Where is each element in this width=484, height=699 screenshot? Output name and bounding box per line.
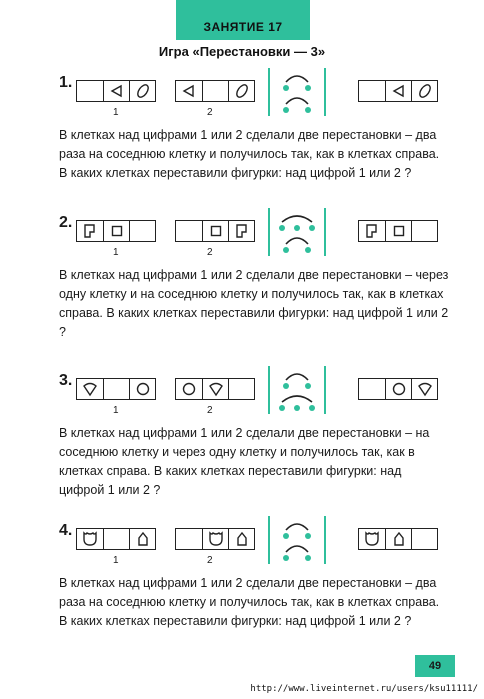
circle-icon: [129, 379, 155, 399]
cup-icon: [202, 529, 228, 549]
strip-one: [76, 528, 156, 550]
label-two: 2: [207, 247, 213, 258]
drop-icon: [411, 379, 437, 399]
task-number: 1.: [59, 74, 73, 91]
strip-two: [175, 220, 255, 242]
triangle-left-icon: [176, 81, 202, 101]
square-icon: [103, 221, 129, 241]
empty-cell: [176, 221, 202, 241]
strip-one: [76, 378, 156, 400]
strip-two: [175, 378, 255, 400]
drop-icon: [202, 379, 228, 399]
drop-icon: [77, 379, 103, 399]
flag-icon: [228, 221, 254, 241]
strip-two: [175, 528, 255, 550]
empty-cell: [411, 529, 437, 549]
flag-icon: [77, 221, 103, 241]
strip-one: [76, 220, 156, 242]
empty-cell: [129, 221, 155, 241]
moves-diagram: [268, 68, 326, 116]
label-two: 2: [207, 107, 213, 118]
lesson-title: ЗАНЯТИЕ 17: [203, 20, 283, 34]
task-text: В клетках над цифрами 1 или 2 сделали две перестановки – на соседнюю клетку и через одну клетку и получилось так, как в клетках справа. В каких клетках переставили фигурки: над цифрой 1 или 2 ?: [59, 426, 430, 497]
house-icon: [129, 529, 155, 549]
moves-diagram: [268, 516, 326, 564]
circle-icon: [385, 379, 411, 399]
empty-cell: [228, 379, 254, 399]
cup-icon: [359, 529, 385, 549]
empty-cell: [411, 221, 437, 241]
empty-cell: [202, 81, 228, 101]
empty-cell: [359, 81, 385, 101]
task-text: В клетках над цифрами 1 или 2 сделали две перестановки – два раза на соседнюю клетку и получилось так, как в клетках справа. В каких клетках переставили фигурки: над цифрой 1 или 2 ?: [59, 128, 440, 180]
strip-one: [76, 80, 156, 102]
label-one: 1: [113, 555, 119, 566]
ellipse-icon: [411, 81, 437, 101]
strip-result: [358, 80, 438, 102]
circle-icon: [176, 379, 202, 399]
triangle-left-icon: [103, 81, 129, 101]
moves-diagram: [268, 366, 326, 414]
empty-cell: [359, 379, 385, 399]
square-icon: [385, 221, 411, 241]
label-one: 1: [113, 107, 119, 118]
game-title: Игра «Перестановки — 3»: [158, 44, 326, 59]
ellipse-icon: [129, 81, 155, 101]
empty-cell: [176, 529, 202, 549]
strip-result: [358, 528, 438, 550]
moves-diagram: [268, 208, 326, 256]
task-text: В клетках над цифрами 1 или 2 сделали две перестановки – через одну клетку и на соседнюю клетку и получилось так, как в клетках справа. В каких клетках переставили фигурки: над цифрой 1 или 2 ?: [59, 268, 449, 339]
footer-url: http://www.liveinternet.ru/users/ksu11111/: [250, 684, 478, 694]
label-two: 2: [207, 555, 213, 566]
task-number: 2.: [59, 214, 73, 231]
empty-cell: [77, 81, 103, 101]
task-number: 4.: [59, 522, 73, 539]
ellipse-icon: [228, 81, 254, 101]
label-two: 2: [207, 405, 213, 416]
cup-icon: [77, 529, 103, 549]
task-text: В клетках над цифрами 1 или 2 сделали две перестановки – два раза на соседнюю клетку и получилось так, как в клетках справа. В каких клетках переставили фигурки: над цифрой 1 или 2 ?: [59, 576, 440, 628]
triangle-left-icon: [385, 81, 411, 101]
empty-cell: [103, 529, 129, 549]
label-one: 1: [113, 405, 119, 416]
flag-icon: [359, 221, 385, 241]
label-one: 1: [113, 247, 119, 258]
strip-result: [358, 378, 438, 400]
house-icon: [228, 529, 254, 549]
empty-cell: [103, 379, 129, 399]
square-icon: [202, 221, 228, 241]
house-icon: [385, 529, 411, 549]
strip-two: [175, 80, 255, 102]
page-number: 49: [415, 655, 455, 677]
task-number: 3.: [59, 372, 73, 389]
strip-result: [358, 220, 438, 242]
